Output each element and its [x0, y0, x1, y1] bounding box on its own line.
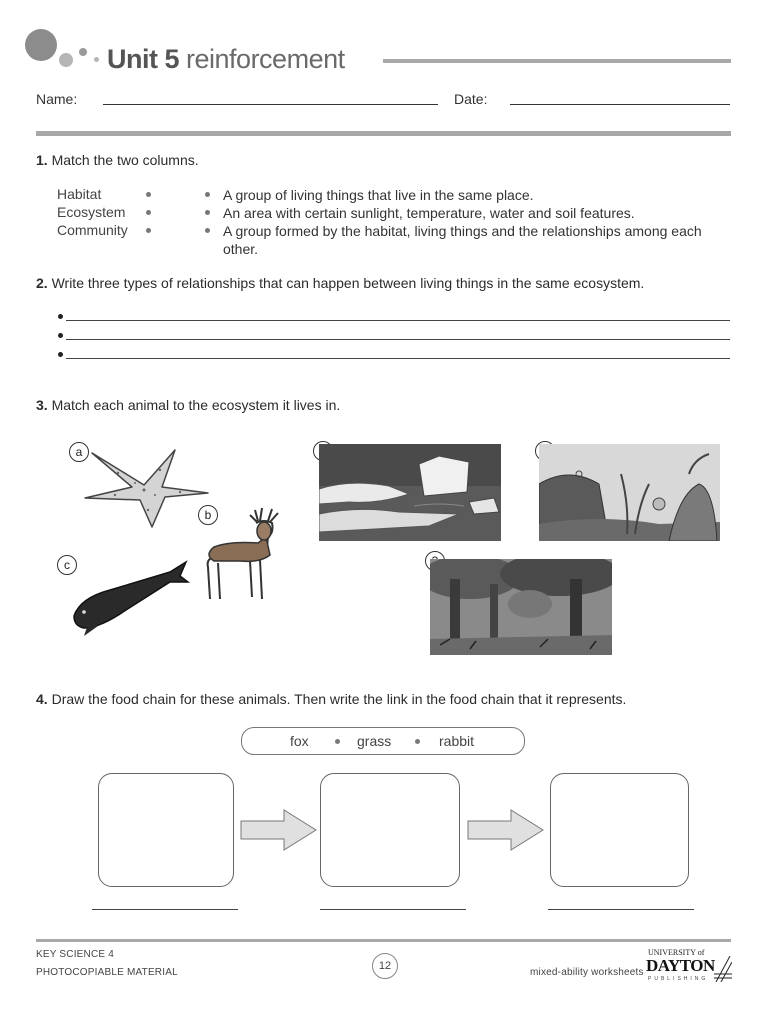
arrow-right-icon	[467, 809, 545, 851]
answer-line-2[interactable]	[66, 339, 730, 340]
question-4	[36, 691, 626, 707]
match-left-dot[interactable]	[146, 228, 151, 233]
header-dot-large	[25, 29, 57, 61]
word-fox: fox	[290, 733, 309, 749]
footer-copy-note: PHOTOCOPIABLE MATERIAL	[36, 967, 178, 978]
answer-line-1[interactable]	[66, 320, 730, 321]
publisher-logo	[646, 948, 732, 984]
question-2-text: Write three types of relationships that can happen between living things in the same ecosystem.	[51, 275, 645, 291]
unit-subtitle: reinforcement	[186, 44, 345, 74]
match-right-dot[interactable]	[205, 228, 210, 233]
question-3-number: 3.	[36, 397, 48, 413]
page-title	[107, 44, 345, 75]
header-rule	[383, 59, 731, 63]
animal-label-a: a	[69, 442, 89, 462]
match-right-dot[interactable]	[205, 210, 210, 215]
header-dot-tiny	[94, 57, 99, 62]
footer-series: mixed-ability worksheets	[530, 967, 644, 978]
word-grass: grass	[357, 733, 392, 749]
match-right-def-2: An area with certain sunlight, temperature, water and soil features.	[223, 205, 635, 221]
food-chain-answer-line-1[interactable]	[92, 909, 238, 910]
polar-ice-drawing	[319, 444, 501, 541]
logo-top-text: UNIVERSITY of	[648, 948, 705, 957]
question-2	[36, 275, 644, 291]
question-1-text: Match the two columns.	[51, 152, 199, 168]
food-chain-answer-line-3[interactable]	[548, 909, 694, 910]
page-number: 12	[372, 953, 398, 979]
food-chain-answer-line-2[interactable]	[320, 909, 466, 910]
question-3-text: Match each animal to the ecosystem it lives in.	[51, 397, 341, 413]
logo-sub-text: PUBLISHING	[648, 976, 709, 982]
animal-label-c: c	[57, 555, 77, 575]
ocean-floor-drawing	[539, 444, 720, 541]
question-3	[36, 397, 340, 413]
forest-drawing	[430, 559, 612, 655]
match-left-dot[interactable]	[146, 210, 151, 215]
word-rabbit: rabbit	[439, 733, 475, 749]
date-label: Date:	[454, 91, 488, 107]
logo-main-text: DAYTON	[646, 956, 715, 975]
match-right-def-1: A group of living things that live in the same place.	[223, 187, 534, 203]
section-divider	[36, 131, 731, 136]
question-1	[36, 152, 199, 168]
header-dot-medium	[59, 53, 73, 67]
question-4-text: Draw the food chain for these animals. Then write the link in the food chain that it represents.	[51, 691, 627, 707]
logo-grid-icon	[714, 956, 732, 982]
header-dot-small	[79, 48, 87, 56]
unit-number: Unit 5	[107, 44, 180, 74]
word-separator	[335, 739, 340, 744]
match-right-dot[interactable]	[205, 192, 210, 197]
food-chain-box-3[interactable]	[550, 773, 689, 887]
answer-line-3[interactable]	[66, 358, 730, 359]
starfish-drawing	[80, 445, 210, 530]
arrow-right-icon	[240, 809, 318, 851]
answer-bullet	[58, 352, 63, 357]
answer-bullet	[58, 333, 63, 338]
answer-bullet	[58, 314, 63, 319]
footer-rule	[36, 939, 731, 942]
question-1-number: 1.	[36, 152, 48, 168]
word-separator	[415, 739, 420, 744]
name-label: Name:	[36, 91, 78, 107]
deer-drawing	[200, 505, 290, 603]
question-4-number: 4.	[36, 691, 48, 707]
word-bank	[241, 727, 525, 755]
match-left-dot[interactable]	[146, 192, 151, 197]
match-left-habitat: Habitat	[57, 186, 102, 202]
food-chain-box-1[interactable]	[98, 773, 234, 887]
match-left-community: Community	[57, 222, 128, 238]
date-field[interactable]	[510, 104, 730, 105]
footer-book-title: KEY SCIENCE 4	[36, 949, 115, 960]
match-right-def-3: A group formed by the habitat, living things and the relationships among each other.	[223, 223, 702, 257]
food-chain-box-2[interactable]	[320, 773, 460, 887]
name-field[interactable]	[103, 104, 438, 105]
question-2-number: 2.	[36, 275, 48, 291]
seal-drawing	[70, 556, 190, 641]
match-left-ecosystem: Ecosystem	[57, 204, 126, 220]
animal-label-b: b	[198, 505, 218, 525]
